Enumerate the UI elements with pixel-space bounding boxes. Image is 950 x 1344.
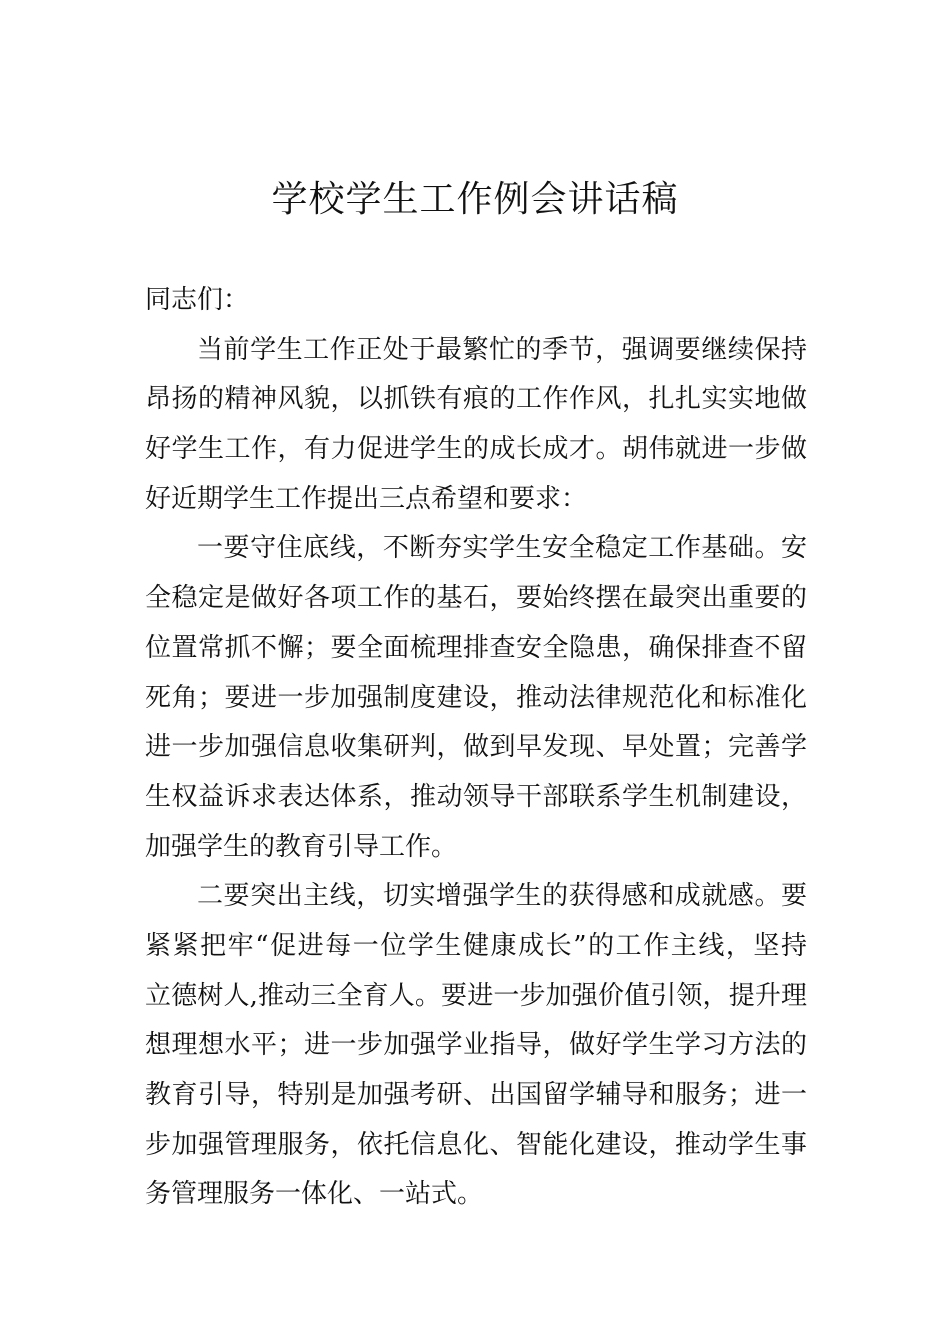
paragraph-line: 当前学生工作正处于最繁忙的季节，强调要继续保持 xyxy=(197,334,807,365)
paragraph-line: 想理想水平；进一步加强学业指导，做好学生学习方法的 xyxy=(145,1030,807,1061)
document-body xyxy=(145,276,807,1220)
paragraph-line: 全稳定是做好各项工作的基石，要始终摆在最突出重要的 xyxy=(145,583,807,614)
paragraph-line: 生权益诉求表达体系，推动领导干部联系学生机制建设， xyxy=(145,781,807,812)
paragraph-line: 教育引导，特别是加强考研、出国留学辅导和服务；进一 xyxy=(145,1080,807,1110)
paragraph-line: 昂扬的精神风貌，以抓铁有痕的工作作风，扎扎实实地做 xyxy=(145,384,807,415)
paragraph-line: 务管理服务一体化、一站式。 xyxy=(145,1179,484,1210)
paragraph-line: 紧紧把牢“促进每一位学生健康成长”的工作主线，坚持 xyxy=(145,930,807,961)
paragraph-line: 进一步加强信息收集研判，做到早发现、早处置；完善学 xyxy=(145,732,807,763)
paragraph-line: 步加强管理服务，依托信息化、智能化建设，推动学生事 xyxy=(145,1129,807,1160)
paragraph-line: 位置常抓不懈；要全面梳理排查安全隐患，确保排查不留 xyxy=(145,632,807,663)
paragraph-line: 加强学生的教育引导工作。 xyxy=(145,831,458,862)
paragraph-line: 好学生工作，有力促进学生的成长成才。胡伟就进一步做 xyxy=(145,434,807,465)
paragraph-line: 立德树人,推动三全育人。要进一步加强价值引领，提升理 xyxy=(145,980,807,1011)
paragraph-line: 二要突出主线，切实增强学生的获得感和成就感。要 xyxy=(197,881,807,912)
paragraph-line: 死角；要进一步加强制度建设，推动法律规范化和标准化 xyxy=(145,682,807,713)
salutation-line: 同志们： xyxy=(145,285,250,315)
paragraph-line: 好近期学生工作提出三点希望和要求： xyxy=(145,483,588,514)
paragraph-line: 一要守住底线，不断夯实学生安全稳定工作基础。安 xyxy=(197,533,807,564)
document-title: 学校学生工作例会讲话稿 xyxy=(271,179,679,220)
